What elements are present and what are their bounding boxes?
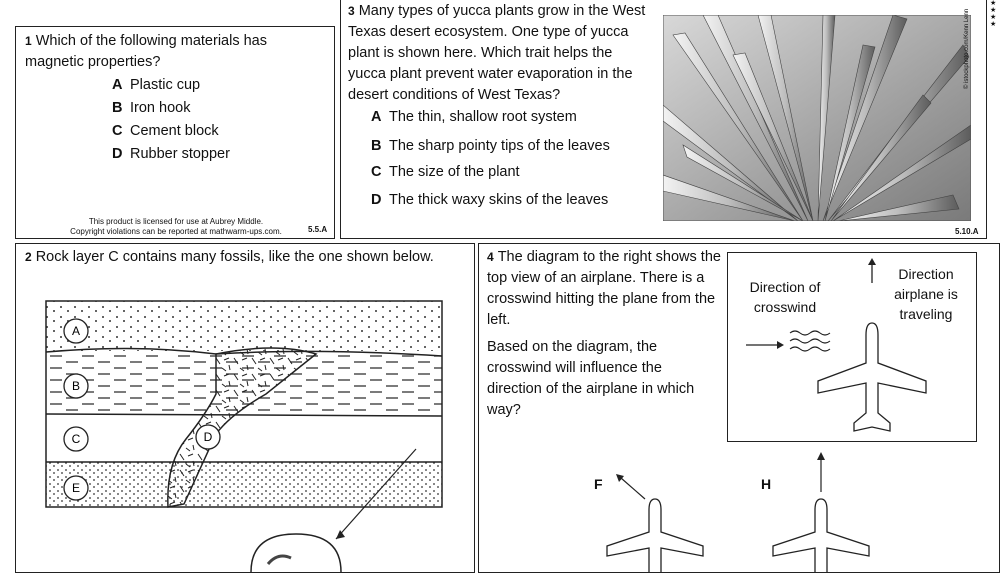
- question-2-box: [15, 243, 475, 573]
- question-3-text: [348, 1, 653, 106]
- option-letter: D: [112, 146, 123, 162]
- option-letter: A: [112, 77, 123, 93]
- photo-credit: © istockphoto.com/Kenn Lenn: [964, 8, 970, 89]
- q3-option-a[interactable]: [371, 109, 577, 125]
- fossil-circle: [251, 534, 341, 572]
- answer-f-label[interactable]: F: [594, 476, 603, 492]
- option-text: Rubber stopper: [130, 146, 230, 162]
- question-number: 4: [487, 250, 494, 264]
- rock-layers-diagram: [16, 244, 474, 572]
- license-notice: [46, 217, 306, 237]
- question-number: 1: [25, 34, 32, 48]
- question-1-text: [25, 31, 325, 73]
- q3-option-b[interactable]: [371, 138, 610, 154]
- option-text: The thick waxy skins of the leaves: [389, 192, 609, 208]
- option-text: The size of the plant: [389, 164, 520, 180]
- q1-option-b[interactable]: [112, 100, 190, 116]
- question-4-prompt: Based on the diagram, the crosswind will influence the direction of the airplane in which way?: [487, 339, 695, 418]
- layer-label-d: D: [203, 430, 213, 444]
- question-4-stem: The diagram to the right shows the top view of an airplane. There is a crosswind hitting the plane from the left.: [487, 249, 721, 328]
- layer-label-e: E: [71, 481, 81, 495]
- question-4-box: [478, 243, 1000, 573]
- crosswind-label: Direction of crosswind: [749, 279, 821, 315]
- question-number: 3: [348, 4, 355, 18]
- q1-option-c[interactable]: [112, 123, 219, 139]
- q3-option-c[interactable]: [371, 164, 520, 180]
- f-arrow-icon: [621, 478, 645, 499]
- license-line-1: This product is licensed for use at Aubrey Middle.: [88, 217, 264, 226]
- question-3-box: [340, 0, 987, 239]
- q1-option-d[interactable]: [112, 146, 230, 162]
- answer-airplanes: [479, 244, 999, 572]
- layer-label-b: B: [71, 379, 81, 393]
- airplane-h-icon[interactable]: [773, 499, 869, 572]
- layer-label-c: C: [71, 432, 81, 446]
- question-3-stem: Many types of yucca plants grow in the West Texas desert ecosystem. One type of yucca plant is shown here. Which trait helps the yucca plant prevent water evaporation in the desert conditions of West Texas?: [348, 3, 646, 103]
- license-line-2: Copyright violations can be reported at mathwarm-ups.com.: [70, 227, 282, 236]
- option-letter: C: [371, 164, 382, 180]
- question-1-box: [15, 26, 335, 239]
- option-letter: B: [371, 138, 382, 154]
- q1-option-a[interactable]: [112, 77, 200, 93]
- question-2-stem: Rock layer C contains many fossils, like the one shown below.: [35, 249, 434, 265]
- layer-a: [46, 301, 442, 351]
- option-text: Iron hook: [130, 100, 191, 116]
- option-text: The thin, shallow root system: [389, 109, 577, 125]
- layer-e: [46, 462, 442, 507]
- q3-option-d[interactable]: [371, 192, 608, 208]
- option-letter: C: [112, 123, 123, 139]
- standard-code: 5.5.A: [308, 225, 328, 234]
- answer-h-label[interactable]: H: [761, 476, 772, 492]
- option-letter: B: [112, 100, 123, 116]
- option-text: Cement block: [130, 123, 219, 139]
- airplane-f-icon[interactable]: [607, 499, 703, 572]
- option-text: The sharp pointy tips of the leaves: [389, 138, 610, 154]
- option-text: Plastic cup: [130, 77, 201, 93]
- question-number: 2: [25, 250, 32, 264]
- option-letter: A: [371, 109, 382, 125]
- yucca-plant-photo: [663, 15, 971, 221]
- question-1-stem: Which of the following materials has magnetic properties?: [25, 33, 267, 70]
- difficulty-stars: ★★★★: [990, 0, 997, 28]
- layer-c: [46, 414, 442, 462]
- option-letter: D: [371, 192, 382, 208]
- travel-direction-label: Direction airplane is traveling: [894, 266, 958, 322]
- layer-label-a: A: [71, 324, 81, 338]
- standard-code: 5.10.A: [955, 227, 979, 236]
